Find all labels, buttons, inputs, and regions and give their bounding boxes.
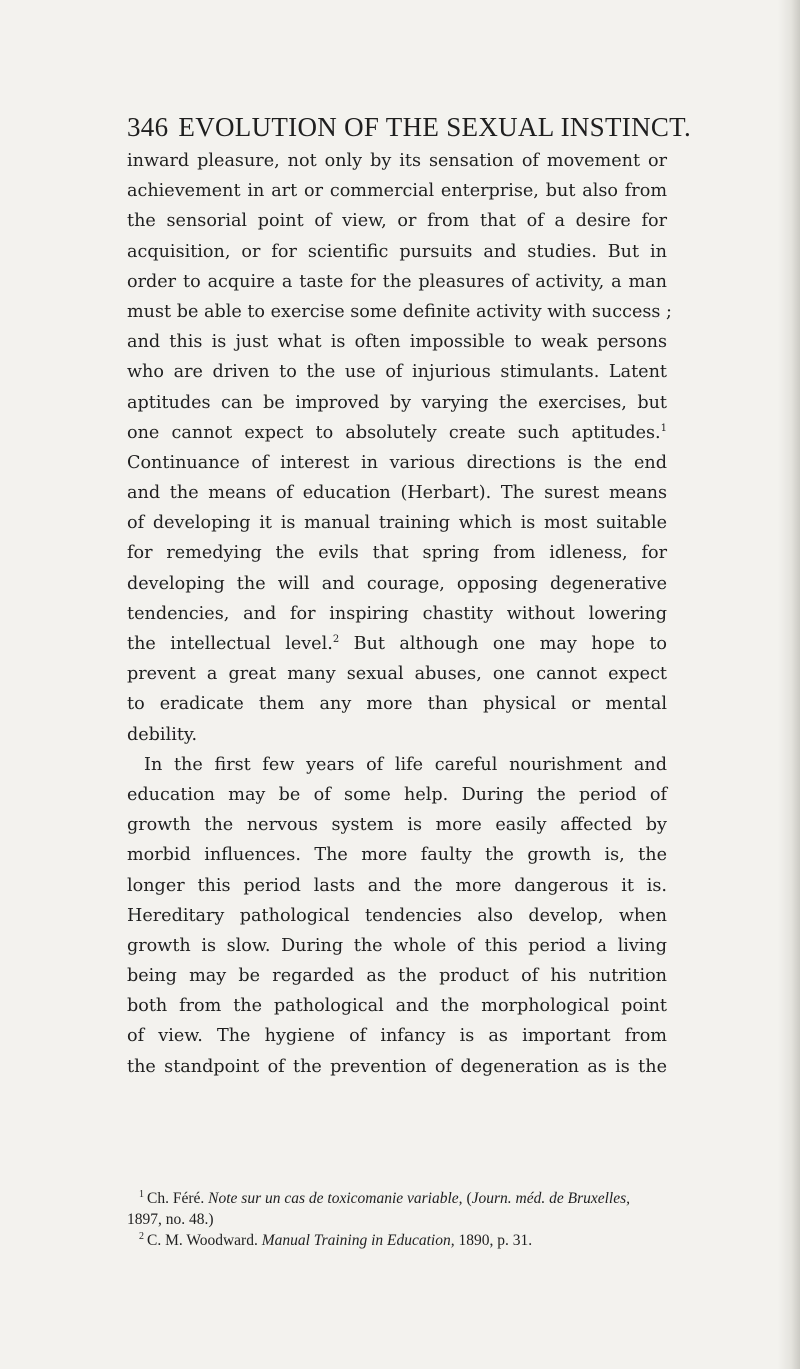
text-line: to eradicate them any more than physical or mental <box>127 694 667 715</box>
page-edge-shadow <box>778 0 800 1369</box>
text-line: acquisition, or for scientific pursuits and studies. But in <box>127 241 667 262</box>
page-number: 346 <box>127 112 169 142</box>
text-line: for remedying the evils that spring from idleness, for <box>127 543 667 564</box>
text-line: tendencies, and for inspiring chastity without lowering <box>127 603 667 624</box>
text-line <box>127 418 667 448</box>
footnote-2 <box>127 1230 667 1251</box>
footnote-author: C. M. Woodward. <box>147 1232 258 1249</box>
text-line: aptitudes can be improved by varying the exercises, but <box>127 392 667 413</box>
text-line: developing the will and courage, opposing degenerative <box>127 573 667 594</box>
text-line: debility. <box>127 724 198 745</box>
text-line <box>127 629 667 659</box>
text-line: growth the nervous system is more easily affected by <box>127 815 667 836</box>
text-line: longer this period lasts and the more dangerous it is. <box>127 875 667 896</box>
text-line: of view. The hygiene of infancy is as important from <box>127 1026 667 1047</box>
footnote-tail: 1890, p. 31. <box>458 1232 533 1249</box>
body-text <box>127 146 672 1082</box>
paragraph-start-line: In the first few years of life careful nourishment and <box>144 754 667 775</box>
text-segment: the intellectual level. <box>127 634 333 654</box>
footnote-title: Manual Training in Education, <box>261 1232 455 1249</box>
footnote-title: Note sur un cas de toxicomanie variable, <box>208 1190 463 1207</box>
footnote-1 <box>127 1188 667 1209</box>
text-line: order to acquire a taste for the pleasures of activity, a man <box>127 271 667 292</box>
text-line: must be able to exercise some definite activity with success ; <box>127 301 672 322</box>
text-line: the sensorial point of view, or from that of a desire for <box>127 211 667 232</box>
text-line: and the means of education (Herbart). The surest means <box>127 483 667 504</box>
text-line: of developing it is manual training which is most suitable <box>127 513 667 534</box>
footnote-author: Ch. Féré. <box>147 1190 205 1207</box>
text-line: Hereditary pathological tendencies also develop, when <box>127 905 667 926</box>
footnote-ref-1: 1 <box>660 422 667 434</box>
footnote-mark: 2 <box>139 1230 144 1242</box>
text-line: prevent a great many sexual abuses, one cannot expect <box>127 664 667 685</box>
running-title: EVOLUTION OF THE SEXUAL INSTINCT. <box>178 112 692 142</box>
text-line: morbid influences. The more faulty the growth is, the <box>127 845 667 866</box>
footnote-source: Journ. méd. de Bruxelles, <box>471 1190 631 1207</box>
text-line: education may be of some help. During the period of <box>127 784 667 805</box>
text-segment: one cannot expect to absolutely create such aptitudes. <box>127 422 661 443</box>
text-line: who are driven to the use of injurious stimulants. Latent <box>127 362 667 383</box>
running-head <box>127 112 692 143</box>
text-line: growth is slow. During the whole of this period a living <box>127 935 667 956</box>
footnote-mark: 1 <box>139 1188 144 1200</box>
text-line: the standpoint of the prevention of degeneration as is the <box>127 1056 667 1077</box>
text-line: both from the pathological and the morphological point <box>127 996 667 1017</box>
text-line: Continuance of interest in various directions is the end <box>127 452 667 473</box>
text-line: being may be regarded as the product of his nutrition <box>127 966 667 987</box>
footnote-paren: ( <box>466 1190 472 1207</box>
text-line: achievement in art or commercial enterprise, but also from <box>127 181 667 202</box>
footnote-1-continuation: 1897, no. 48.) <box>127 1211 214 1228</box>
footnotes <box>127 1188 667 1251</box>
footnote-ref-2: 2 <box>332 634 340 646</box>
text-segment: But although one may hope to <box>339 634 667 654</box>
text-line: inward pleasure, not only by its sensation of movement or <box>127 151 667 171</box>
text-line: and this is just what is often impossible to weak persons <box>127 332 667 353</box>
